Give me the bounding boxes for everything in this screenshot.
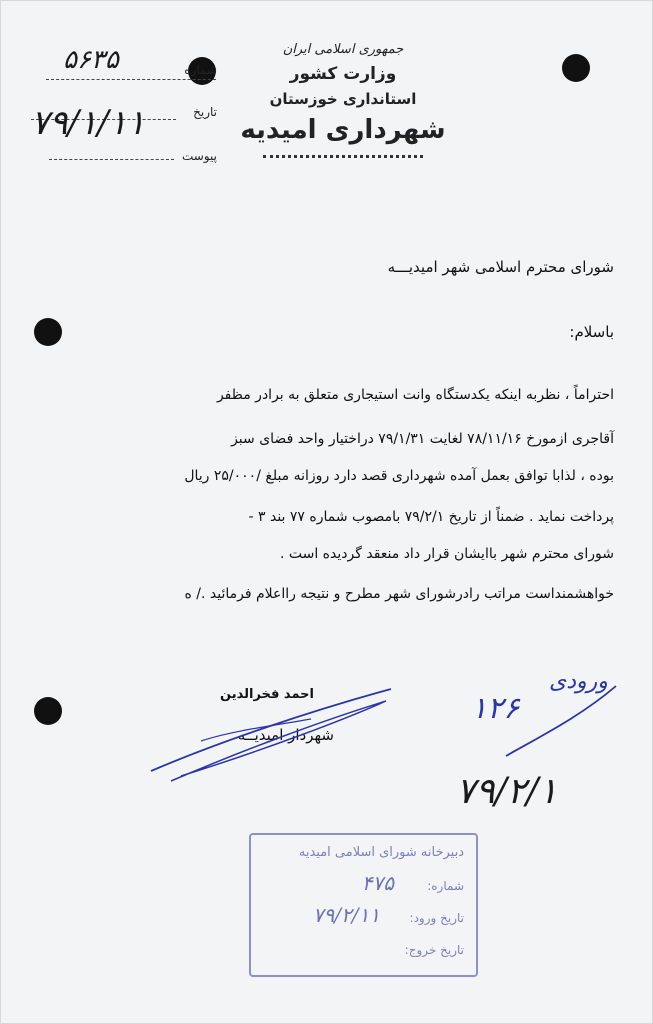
stamp-number-value: ۴۷۵: [361, 871, 394, 895]
number-line: [46, 79, 216, 80]
signatory-title: شهردار امیدیــه: [237, 726, 334, 744]
annotation-date: ۷۹/۲/۱: [456, 771, 558, 812]
signatory-name: احمد فخرالدین: [220, 687, 314, 702]
secretariat-stamp: [249, 833, 478, 977]
body-line: احتراماً ، نظربه اینکه یکدستگاه وانت استیجاری متعلق به برادر مظفر: [216, 387, 614, 403]
body-line: خواهشمنداست مراتب رادرشورای شهر مطرح و نتیجه رااعلام فرمائید ./ ه: [184, 586, 614, 602]
stamp-entry-label: تاریخ ورود:: [409, 911, 464, 925]
body-line: آقاجری ازمورخ ۷۸/۱۱/۱۶ لغایت ۷۹/۱/۳۱ دراختیار واحد فضای سبز: [231, 431, 614, 447]
letterhead-divider: [263, 153, 423, 158]
annotation-word: ورودی: [549, 669, 608, 694]
body-line: شورای محترم شهر باایشان قرار داد منعقد گردیده است .: [279, 546, 614, 562]
province-title: استانداری خوزستان: [269, 90, 417, 108]
number-handwritten: ۵۶۳۵: [63, 45, 119, 75]
date-label: تاریخ: [193, 105, 217, 119]
body-line: پرداخت نماید . ضمناً از تاریخ ۷۹/۲/۱ بامصوب شماره ۷۷ بند ۳ -: [248, 509, 614, 525]
organization-title: شهرداری امیدیه: [240, 115, 446, 145]
attachment-line: [49, 159, 174, 160]
attachment-label: پیوست: [182, 149, 217, 163]
republic-title: جمهوری اسلامی ایران: [282, 42, 404, 57]
stamp-title: دبیرخانه شورای اسلامی امیدیه: [298, 845, 464, 860]
punch-hole: [34, 318, 62, 346]
body-line: بوده ، لذابا توافق بعمل آمده شهرداری قصد دارد روزانه مبلغ /۲۵/۰۰۰ ریال: [184, 468, 614, 484]
punch-hole: [562, 54, 590, 82]
annotation-stroke: [501, 681, 621, 761]
stamp-exit-label: تاریخ خروج:: [404, 943, 464, 957]
letterhead: [223, 39, 463, 158]
stamp-entry-value: ۷۹/۲/۱۱: [312, 903, 380, 927]
ministry-title: وزارت کشور: [289, 64, 397, 84]
signature-scribble: [141, 681, 401, 791]
punch-hole: [34, 697, 62, 725]
number-label: شماره: [184, 63, 217, 77]
date-handwritten: ۷۹/۱/۱۱: [31, 103, 146, 143]
recipient-line: شورای محترم اسلامی شهر امیدیـــه: [387, 258, 614, 276]
stamp-number-label: شماره:: [427, 879, 464, 893]
greeting: باسلام:: [569, 323, 614, 341]
annotation-number: ۱۲۶: [471, 691, 520, 726]
